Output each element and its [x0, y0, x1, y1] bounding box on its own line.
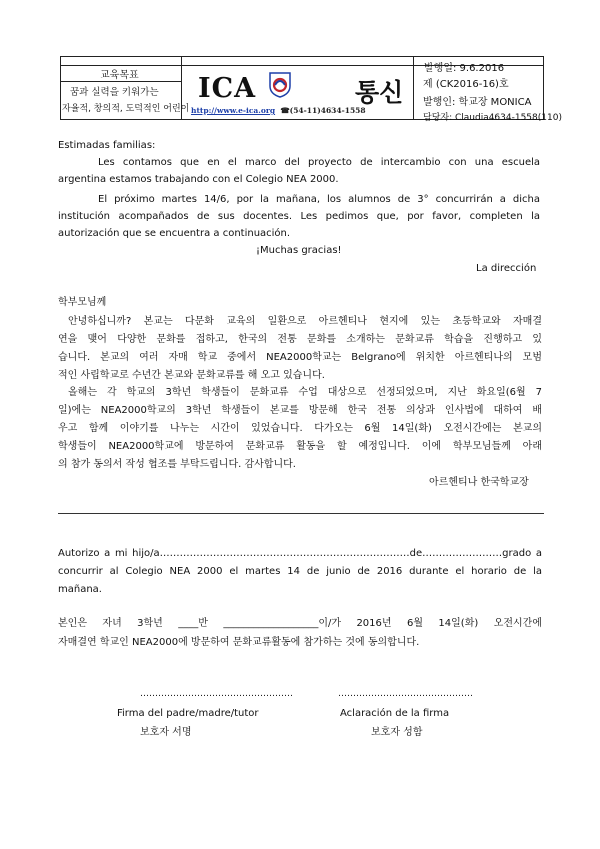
issue-number: 제 (CK2016-16)호 [423, 79, 509, 90]
spanish-p2-line2: institución acompañados de sus docentes. Les pedimos que, por favor, completen la [58, 211, 540, 222]
signature-label-es: Firma del padre/madre/tutor [117, 708, 259, 719]
korean-line2: 연을 맺어 다양한 문화를 접하고, 한국의 전통 문화를 소개하는 문화교류 학습을 진행하고 있 [58, 334, 542, 345]
name-clarification-line[interactable]: ……………………………………… [338, 689, 473, 699]
authorization-ko-line2: 자매결연 학교인 NEA2000에 방문하여 문화교류활동에 참가하는 것에 동의합니다. [58, 637, 420, 648]
authorization-es-line3: mañana. [58, 584, 102, 595]
signature-line[interactable]: …………………………………………… [140, 689, 293, 699]
korean-greeting: 학부모님께 [58, 297, 107, 308]
website-link[interactable]: http://www.e-ica.org [191, 106, 276, 115]
edu-goal-line1: 꿈과 실력을 키워가는 [70, 87, 159, 98]
korean-line4: 적인 사립학교로 수년간 본교와 문화교류를 해 오고 있습니다. [58, 370, 325, 381]
korean-line6: 일)에는 NEA2000학교의 3학년 학생들이 본교를 방문해 한국 전통 의상과 인사법에 대하여 배 [58, 405, 542, 416]
header-contact-line [191, 106, 366, 115]
publisher: 발행인: 학교장 MONICA [423, 97, 532, 108]
logo-title: 통신 [355, 78, 404, 107]
spanish-signoff: La dirección [476, 263, 537, 274]
spanish-thanks: ¡Muchas gracias! [256, 245, 342, 256]
authorization-ko-line1: 본인은 자녀 3학년 ____반 ___________________이/가 2016년 6월 14일(화) 오전시간에 [58, 618, 542, 629]
school-emblem-icon [269, 72, 291, 98]
issue-date: 발행일: 9.6.2016 [424, 63, 505, 74]
authorization-es-line2: concurrir al Colegio NEA 2000 el martes 14 de junio de 2016 durante el horario de la [58, 566, 542, 577]
spanish-p1-line2: argentina estamos trabajando con el Colegio NEA 2000. [58, 174, 339, 185]
authorization-es-line1: Autorizo a mi hijo/a…………………………………………………………………de……………………grado a [58, 548, 542, 559]
korean-line7: 우고 함께 이야기를 나누는 시간이 있었습니다. 다가오는 6월 14일(화) 오전시간에는 본교의 [58, 423, 542, 434]
spanish-greeting: Estimadas familias: [58, 140, 156, 151]
cut-line-divider [58, 513, 544, 514]
edu-goal-line2: 자율적, 창의적, 도덕적인 어린이 [62, 104, 190, 114]
phone-number: ☎(54-11)4634-1558 [280, 106, 366, 115]
clarification-label-ko: 보호자 성함 [371, 727, 423, 738]
clarification-label-es: Aclaración de la firma [340, 708, 450, 719]
spanish-p1-line1: Les contamos que en el marco del proyecto de intercambio con una escuela [98, 157, 540, 168]
header-divider-right [413, 57, 414, 119]
header-goal-divider [61, 81, 181, 82]
korean-line5: 올해는 각 학교의 3학년 학생들이 문화교류 수업 대상으로 선정되었으며, 지난 화요일(6월 7 [68, 387, 542, 398]
contact-person: 담당자: Claudia4634-1558(110) [423, 113, 562, 123]
korean-line1: 안녕하십니까? 본교는 다문화 교육의 일환으로 아르헨티나 현지에 있는 초등학교와 자매결 [68, 316, 542, 327]
spanish-p2-line3: autorización que se encuentra a continuación. [58, 228, 291, 239]
logo-ica: ICA [198, 73, 257, 104]
spanish-p2-line1: El próximo martes 14/6, por la mañana, los alumnos de 3° concurrirán a dicha [98, 194, 540, 205]
korean-line9: 의 참가 동의서 작성 협조를 부탁드립니다. 감사합니다. [58, 459, 296, 470]
korean-line8: 학생들이 NEA2000학교에 방문하여 문화교류 활동을 할 예정입니다. 이에 학부모님들께 아래 [58, 441, 542, 452]
korean-signoff: 아르헨티나 한국학교장 [429, 477, 529, 488]
signature-label-ko: 보호자 서명 [140, 727, 192, 738]
edu-goal-label: 교육목표 [100, 70, 139, 81]
korean-line3: 습니다. 본교의 여러 자매 학교 중에서 NEA2000학교는 Belgrano에 위치한 아르헨티나의 모범 [58, 352, 542, 363]
